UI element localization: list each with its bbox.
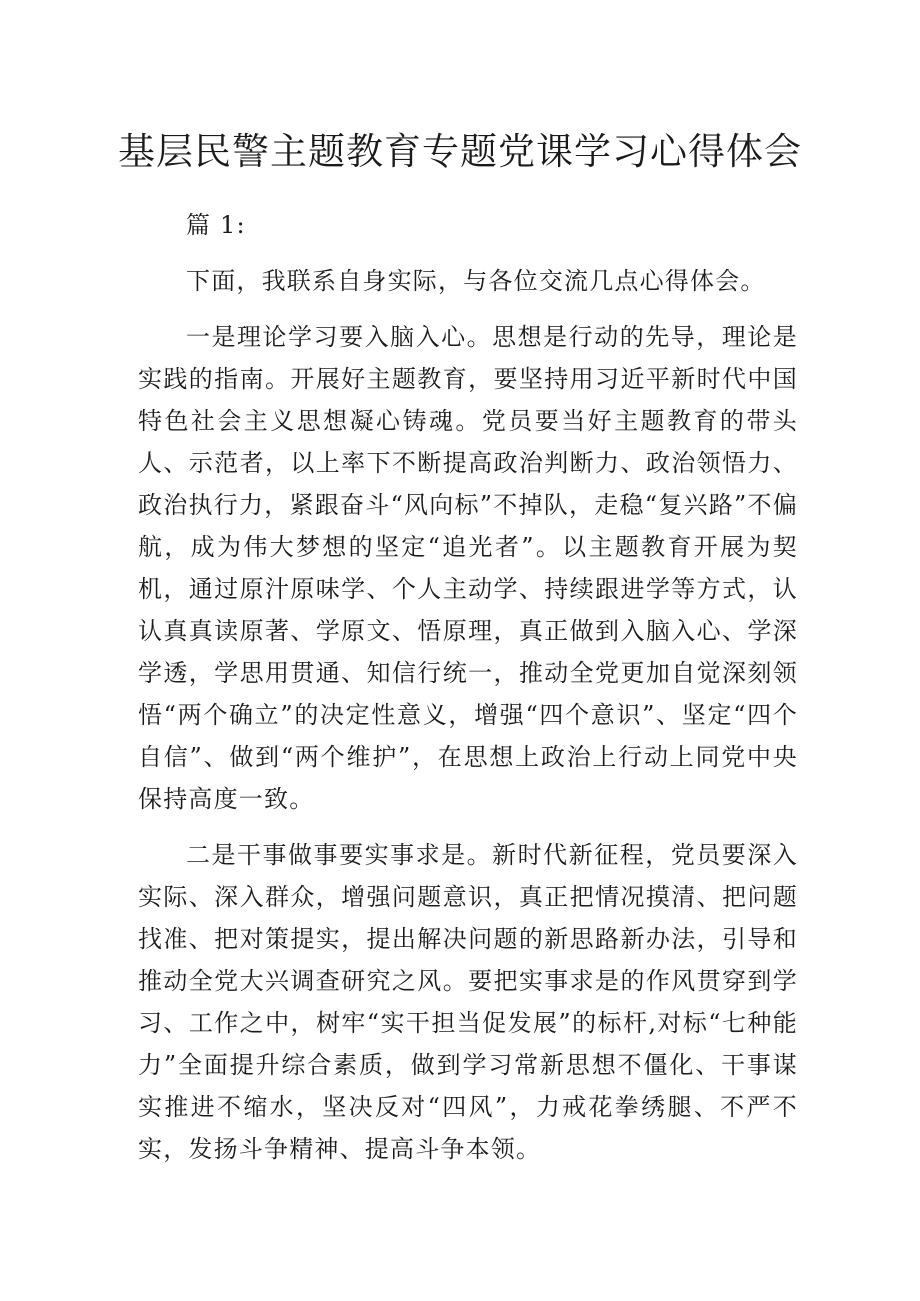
intro-paragraph: 下面，我联系自身实际，与各位交流几点心得体会。: [186, 267, 766, 295]
document-body: [138, 204, 798, 1170]
document-title: 基层民警主题教育专题党课学习心得体会: [118, 130, 802, 173]
paragraph-two: 二是干事做事要实事求是。新时代新征程，党员要深入实际、深入群众，增强问题意识，真正把情况摸清、把问题找准、把对策提实，提出解决问题的新思路新办法，引导和推动全党大兴调查研究之风。要把实事求是的作风贯穿到学习、工作之中，树牢“实干担当促发展”的标杆,对标“七种能力”全面提升综合素质，做到学习常新思想不僵化、干事谋实推进不缩水，坚决反对“四风”，力戒花拳绣腿、不严不实，发扬斗争精神、提高斗争本领。: [138, 841, 798, 1163]
paragraph-one: 一是理论学习要入脑入心。思想是行动的先导，理论是实践的指南。开展好主题教育，要坚持用习近平新时代中国特色社会主义思想凝心铸魂。党员要当好主题教育的带头人、示范者，以上率下不断提高政治判断力、政治领悟力、政治执行力，紧跟奋斗“风向标”不掉队，走稳“复兴路”不偏航，成为伟大梦想的坚定“追光者”。以主题教育开展为契机，通过原汁原味学、个人主动学、持续跟进学等方式，认认真真读原著、学原文、悟原理，真正做到入脑入心、学深学透，学思用贯通、知信行统一，推动全党更加自觉深刻领悟“两个确立”的决定性意义，增强“四个意识”、坚定“四个自信”、做到“两个维护”，在思想上政治上行动上同党中央保持高度一致。: [138, 323, 798, 813]
section-label: 篇 1:: [186, 211, 246, 239]
